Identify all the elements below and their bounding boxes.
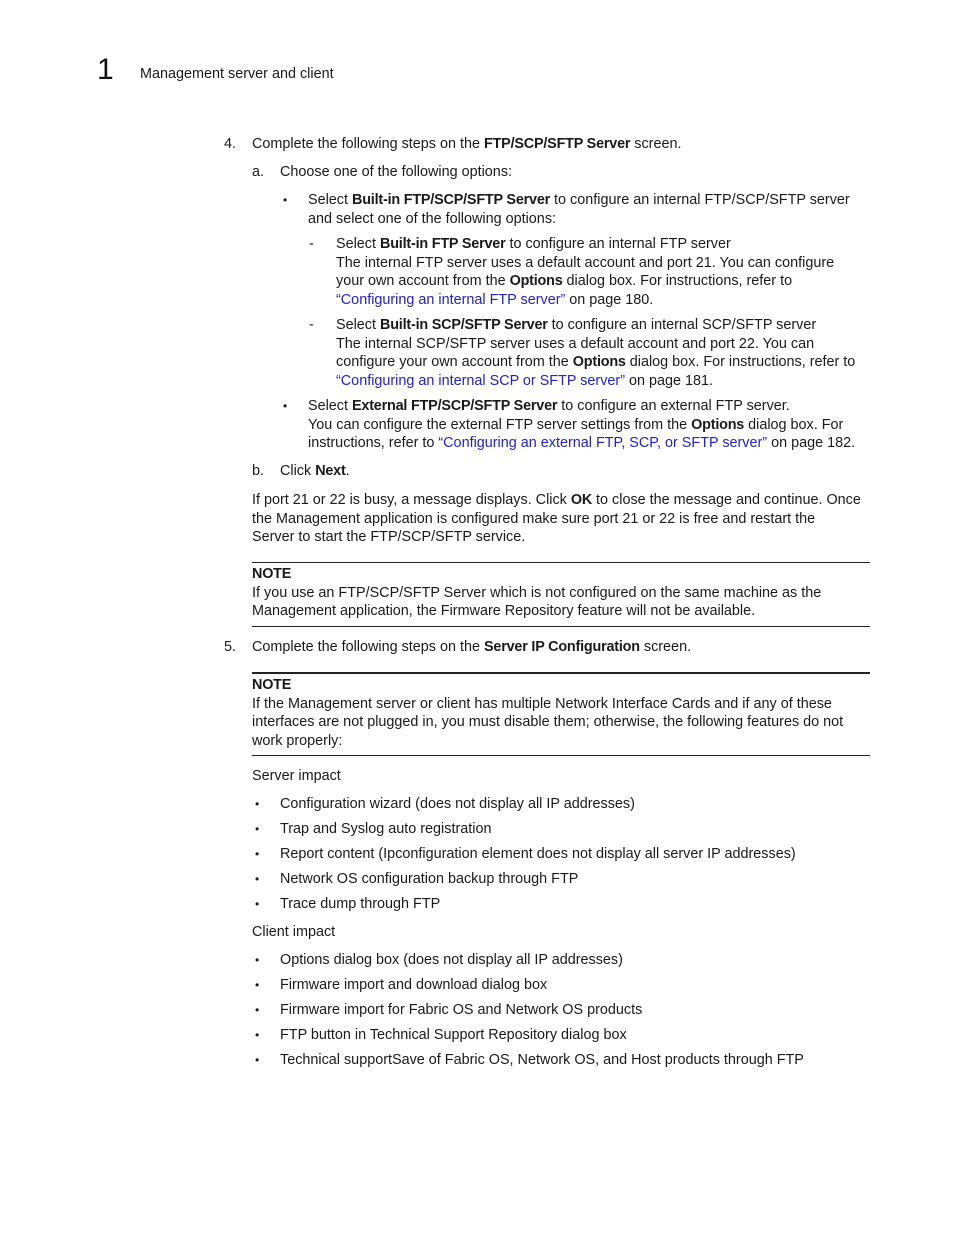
bullet-icon: •: [255, 1028, 260, 1042]
dash-marker: -: [309, 236, 314, 252]
list-item: Configuration wizard (does not display all IP addresses): [280, 796, 635, 812]
client-impact-heading: Client impact: [252, 924, 336, 940]
step-4-number: 4.: [224, 136, 237, 152]
bullet-icon: •: [283, 399, 288, 413]
list-item: Firmware import for Fabric OS and Network OS products: [280, 1002, 643, 1018]
bullet-icon: •: [255, 797, 260, 811]
substep-b-text: Click Next.: [280, 463, 350, 479]
note-top-rule: [252, 672, 870, 674]
screen-name: Server IP Configuration: [484, 639, 640, 655]
step-5-number: 5.: [224, 639, 237, 655]
list-item: FTP button in Technical Support Repository dialog box: [280, 1027, 627, 1043]
substep-b-marker: b.: [252, 463, 265, 479]
step-4-text: Complete the following steps on the FTP/SCP/SFTP Server screen.: [252, 136, 682, 152]
bullet-icon: •: [255, 1003, 260, 1017]
chapter-number: 1: [97, 53, 114, 86]
port-busy-paragraph: If port 21 or 22 is busy, a message displays. Click OK to close the message and continue. Once the Management application is configured make sure port 21 or 22 is free and restart the Server to start the FTP/SCP/SFTP service.: [252, 492, 861, 546]
bullet-icon: •: [255, 897, 260, 911]
link-internal-scp-sftp[interactable]: “Configuring an internal SCP or SFTP server”: [336, 372, 625, 389]
note-ftp-server: NOTE If you use an FTP/SCP/SFTP Server which is not configured on the same machine as the Management application, the Firmware Repository feature will not be available.: [252, 565, 872, 621]
option-builtin-ftp: Select Built-in FTP Server to configure an internal FTP server The internal FTP server uses a default account and port 21. You can configure your own account from the Options dialog box. For instructions, refer to “Configuring an internal FTP server” on page 180.: [336, 236, 835, 308]
bullet-icon: •: [255, 822, 260, 836]
screen-name: FTP/SCP/SFTP Server: [484, 136, 631, 152]
note-bottom-rule: [252, 626, 870, 627]
dash-marker: -: [309, 317, 314, 333]
bullet-icon: •: [255, 847, 260, 861]
note-top-rule: [252, 562, 870, 563]
list-item: Firmware import and download dialog box: [280, 977, 548, 993]
note-label: NOTE: [252, 677, 292, 693]
bullet-icon: •: [283, 193, 288, 207]
note-label: NOTE: [252, 566, 292, 582]
running-header-title: Management server and client: [140, 66, 334, 82]
bullet-icon: •: [255, 953, 260, 967]
option-builtin-scp-sftp: Select Built-in SCP/SFTP Server to configure an internal SCP/SFTP server The internal SCP/SFTP server uses a default account and port 22. You can configure your own account from the Options dialog box. For instructions, refer to “Configuring an internal SCP or SFTP server” on page 181.: [336, 317, 856, 389]
link-external-server[interactable]: “Configuring an external FTP, SCP, or SFTP server”: [438, 435, 768, 452]
bullet-icon: •: [255, 978, 260, 992]
list-item: Report content (Ipconfiguration element does not display all server IP addresses): [280, 846, 796, 862]
note-network-interface: NOTE If the Management server or client has multiple Network Interface Cards and if any of these interfaces are not plugged in, you must disable them; otherwise, the following features do not work properly:: [252, 676, 872, 750]
substep-a-marker: a.: [252, 164, 265, 180]
option-external-server: Select External FTP/SCP/SFTP Server to configure an external FTP server. You can configure the external FTP server settings from the Options dialog box. For instructions, refer to “Configuring an external FTP, SCP, or SFTP server” on page 182.: [308, 398, 856, 452]
server-impact-heading: Server impact: [252, 768, 341, 784]
note-bottom-rule: [252, 755, 870, 756]
option-builtin-server: Select Built-in FTP/SCP/SFTP Server to configure an internal FTP/SCP/SFTP server and select one of the following options:: [308, 192, 850, 227]
list-item: Network OS configuration backup through FTP: [280, 871, 579, 887]
bullet-icon: •: [255, 1053, 260, 1067]
substep-a-text: Choose one of the following options:: [280, 164, 513, 180]
list-item: Trap and Syslog auto registration: [280, 821, 492, 837]
list-item: Technical supportSave of Fabric OS, Network OS, and Host products through FTP: [280, 1052, 804, 1068]
bullet-icon: •: [255, 872, 260, 886]
step-5-text: Complete the following steps on the Server IP Configuration screen.: [252, 639, 692, 655]
link-internal-ftp[interactable]: “Configuring an internal FTP server”: [336, 291, 566, 308]
list-item: Trace dump through FTP: [280, 896, 441, 912]
list-item: Options dialog box (does not display all IP addresses): [280, 952, 623, 968]
